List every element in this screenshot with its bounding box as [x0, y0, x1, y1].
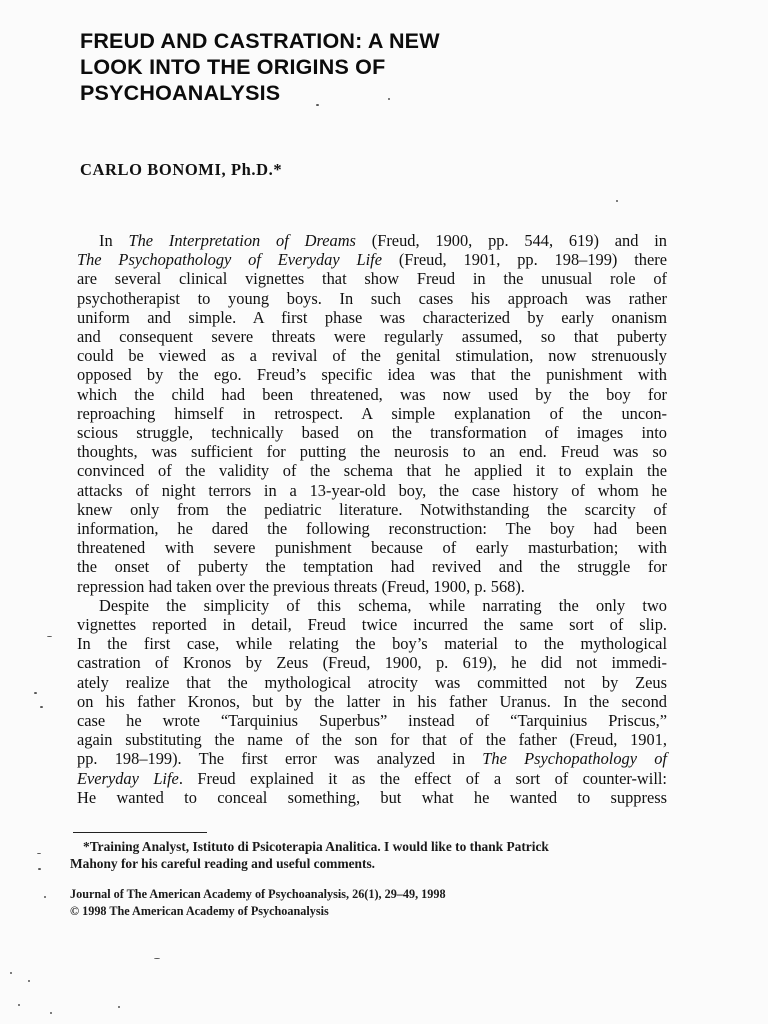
footnote-line: *Training Analyst, Istituto di Psicoterapia Analitica. I would like to thank Patrick: [83, 839, 549, 854]
body-line: which the child had been threatened, was now used by the boy for: [77, 384, 667, 404]
scan-speck: [18, 1004, 20, 1006]
body-line: thoughts, was sufficient for putting the neurosis to an end. Freud was so: [77, 442, 667, 462]
journal-info: [70, 886, 590, 920]
body-line: psychotherapist to young boys. In such cases his approach was rather: [77, 288, 667, 308]
scan-speck: [154, 958, 160, 959]
body-line: Everyday Life. Freud explained it as the effect of a sort of counter-will:: [77, 768, 667, 788]
scan-speck: [28, 980, 30, 982]
body-line: on his father Kronos, but by the latter in his father Uranus. In the second: [77, 691, 667, 711]
scan-speck: [47, 636, 52, 637]
footnote: [70, 838, 670, 872]
scan-speck: [44, 896, 46, 898]
scan-speck: [38, 868, 41, 870]
title-line-2: LOOK INTO THE ORIGINS OF: [80, 55, 386, 79]
footnote-line: Mahony for his careful reading and useful comments.: [70, 856, 376, 871]
body-line: opposed by the ego. Freud’s specific idea was that the punishment with: [77, 365, 667, 385]
body-line: attacks of night terrors in a 13-year-old boy, the case history of whom he: [77, 480, 667, 500]
body-line: vignettes reported in detail, Freud twice incurred the same sort of slip.: [77, 615, 667, 635]
body-line: uniform and simple. A first phase was characterized by early onanism: [77, 307, 667, 327]
body-line: again substituting the name of the son for that of the father (Freud, 1901,: [77, 730, 667, 750]
body-line: castration of Kronos by Zeus (Freud, 1900, p. 619), he did not immedi-: [77, 653, 667, 673]
body-line: reproaching himself in retrospect. A simple explanation of the uncon-: [77, 403, 667, 423]
body-line: information, he dared the following reconstruction: The boy had been: [77, 519, 667, 539]
body-line: In The Interpretation of Dreams (Freud, 1900, pp. 544, 619) and in: [99, 231, 667, 250]
book-title: The Psychopathology of: [482, 749, 667, 769]
body-line: repression had taken over the previous threats (Freud, 1900, p. 568).: [77, 576, 525, 596]
body-line: He wanted to conceal something, but what he wanted to suppress: [77, 787, 667, 807]
copyright-notice: © 1998 The American Academy of Psychoanalysis: [70, 904, 329, 918]
book-title: The Interpretation of Dreams: [128, 231, 356, 250]
body-line: The Psychopathology of Everyday Life (Freud, 1901, pp. 198–199) there: [77, 250, 667, 270]
scan-speck: [616, 200, 618, 202]
article-title: [80, 28, 680, 106]
body-line: are several clinical vignettes that show Freud in the unusual role of: [77, 269, 667, 289]
scan-speck: [316, 104, 319, 106]
body-line: ately realize that the mythological atrocity was committed not by Zeus: [77, 672, 667, 692]
scan-speck: [50, 1012, 52, 1014]
body-line: threatened with severe punishment because of early masturbation; with: [77, 538, 667, 558]
body-line: the onset of puberty the temptation had revived and the struggle for: [77, 557, 667, 577]
book-title: The Psychopathology of Everyday Life: [77, 250, 382, 270]
body-line: In the first case, while relating the boy’s material to the mythological: [77, 634, 667, 654]
scan-speck: [118, 1006, 120, 1008]
body-line: Despite the simplicity of this schema, while narrating the only two: [99, 595, 667, 615]
author-name: CARLO BONOMI, Ph.D.*: [80, 160, 283, 179]
body-line: pp. 198–199). The first error was analyzed in The Psychopathology of: [77, 749, 667, 769]
title-line-3: PSYCHOANALYSIS: [80, 81, 281, 105]
body-line: convinced of the validity of the schema that he applied it to explain the: [77, 461, 667, 481]
scan-speck: [34, 692, 37, 694]
scan-speck: [40, 706, 43, 708]
body-line: knew only from the pediatric literature. Notwithstanding the scarcity of: [77, 499, 667, 519]
book-title: Everyday Life: [77, 768, 179, 788]
scan-speck: [37, 853, 41, 854]
body-line: could be viewed as a revival of the genital stimulation, now strenuously: [77, 346, 667, 366]
body-line: and consequent severe threats were regularly assumed, so that puberty: [77, 327, 667, 347]
scan-speck: [388, 98, 390, 100]
body-line: scious struggle, technically based on the transformation of images into: [77, 423, 667, 443]
journal-citation: Journal of The American Academy of Psychoanalysis, 26(1), 29–49, 1998: [70, 887, 446, 901]
footnote-divider: [73, 832, 207, 833]
scan-speck: [10, 972, 12, 974]
title-line-1: FREUD AND CASTRATION: A NEW: [80, 29, 440, 53]
body-line: case he wrote “Tarquinius Superbus” instead of “Tarquinius Priscus,”: [77, 711, 667, 731]
article-body: [77, 231, 667, 807]
